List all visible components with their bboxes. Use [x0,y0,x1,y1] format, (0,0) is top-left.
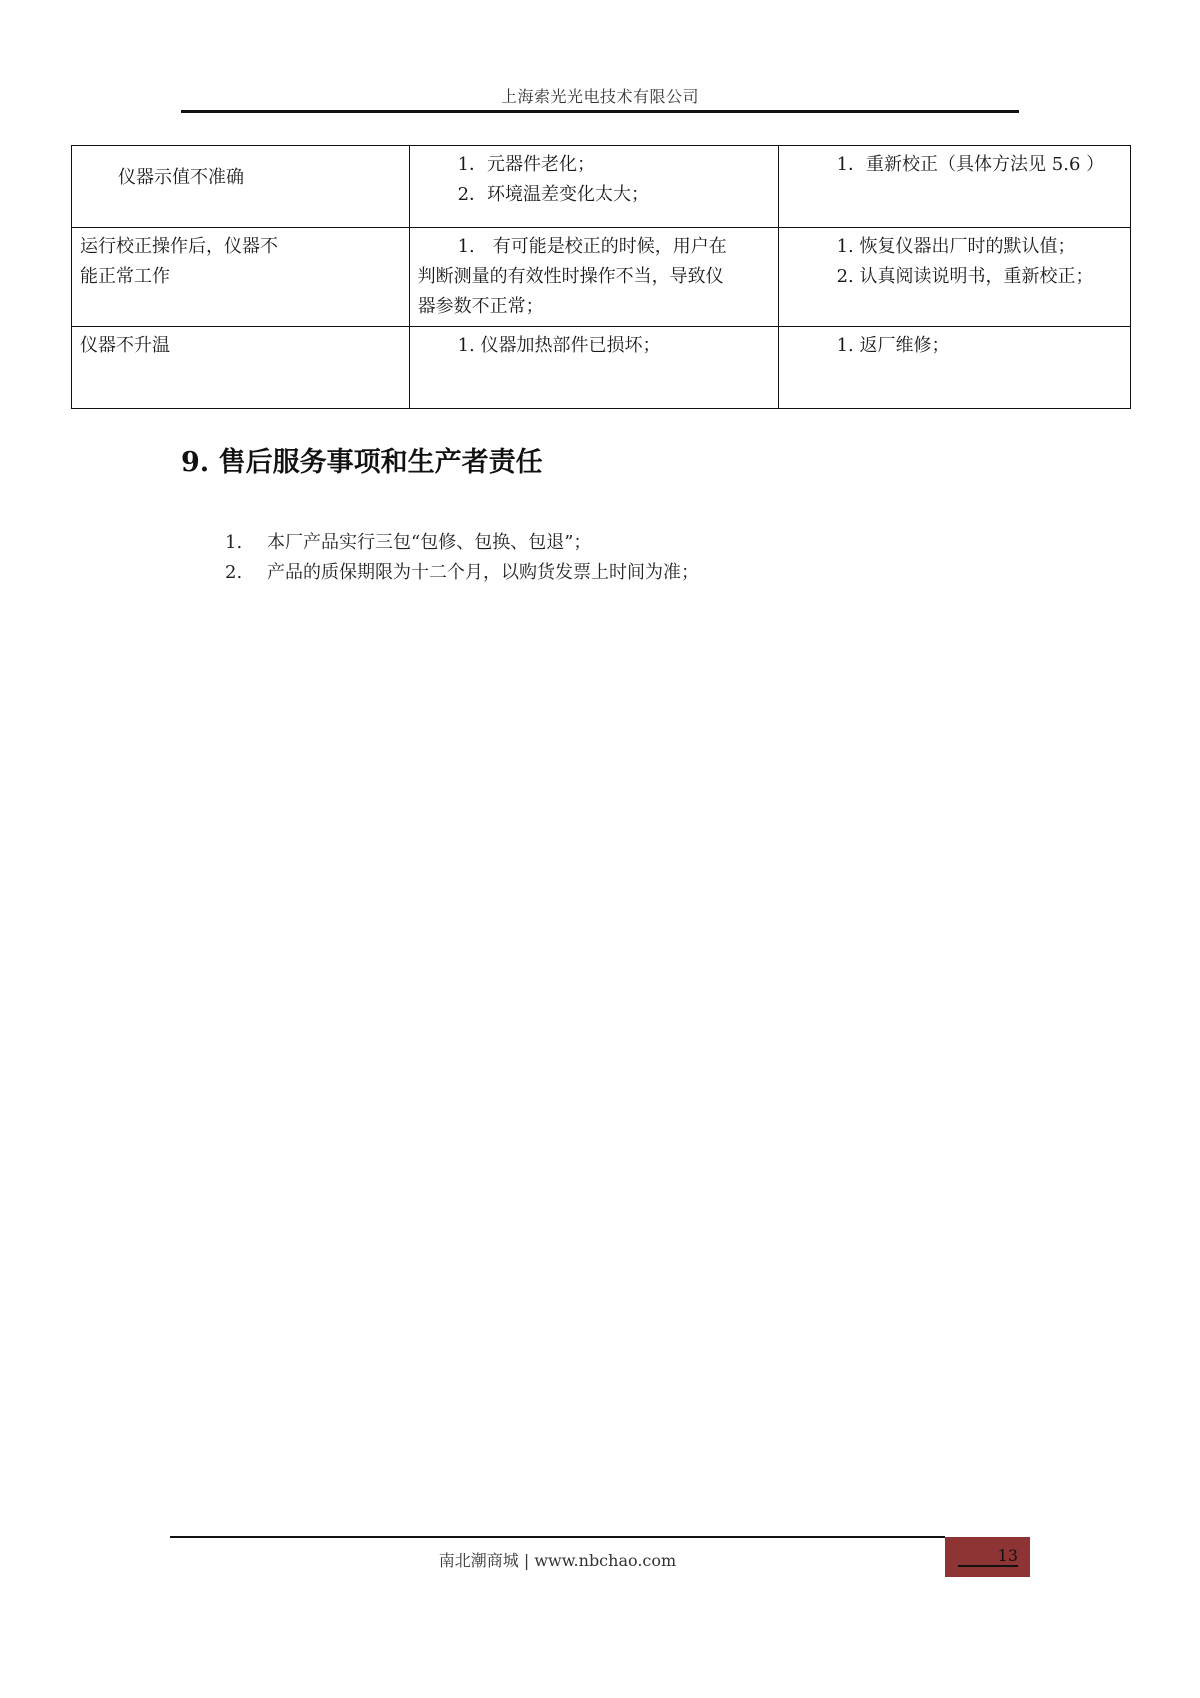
fault-cell [72,228,410,327]
list-item [225,558,699,588]
cause-item: 1．元器件老化； [457,154,596,175]
remedy-item: 1. 返厂维修； [836,335,950,356]
troubleshooting-table [71,145,1131,409]
cause-item: 1. 仪器加热部件已损坏； [457,335,661,356]
remedy-item: 1．重新校正（具体方法见 5.6 ） [836,154,1105,175]
fault-text-line: 运行校正操作后，仪器不 [80,236,278,257]
fault-text: 仪器示值不准确 [118,167,244,188]
service-list [225,528,699,588]
cause-cell [409,146,778,228]
footer-divider [170,1536,945,1538]
remedy-item: 2. 认真阅读说明书，重新校正； [836,266,1094,287]
fault-cell [72,146,410,228]
header-divider [181,110,1019,113]
page-number-badge [945,1537,1030,1577]
fault-cell [72,327,410,409]
cause-text-line: 1. 有可能是校正的时候，用户在 [457,236,727,257]
list-item-text: 产品的质保期限为十二个月，以购货发票上时间为准； [267,562,699,583]
cause-cell [409,327,778,409]
page-number: 13 [958,1547,1018,1567]
footer-text: 南北潮商城 | www.nbchao.com [438,1551,677,1570]
remedy-cell [778,228,1130,327]
list-item-text: 本厂产品实行三包“包修、包换、包退”； [267,532,592,553]
fault-text-line: 能正常工作 [80,266,170,287]
cause-cell [409,228,778,327]
table-row [72,327,1131,409]
cause-text-line: 判断测量的有效性时操作不当，导致仪 [417,266,724,287]
fault-text: 仪器不升温 [80,335,170,356]
cause-text-line: 器参数不正常； [417,296,544,317]
section-heading: 9. 售后服务事项和生产者责任 [181,447,543,478]
page-header-company: 上海索光光电技术有限公司 [500,87,699,106]
list-item-number: 1. [225,532,243,553]
remedy-cell [778,327,1130,409]
remedy-item: 1. 恢复仪器出厂时的默认值； [836,236,1076,257]
table-row [72,228,1131,327]
list-item [225,528,699,558]
table-row [72,146,1131,228]
cause-item: 2．环境温差变化太大； [457,184,650,205]
list-item-number: 2. [225,562,243,583]
remedy-cell [778,146,1130,228]
